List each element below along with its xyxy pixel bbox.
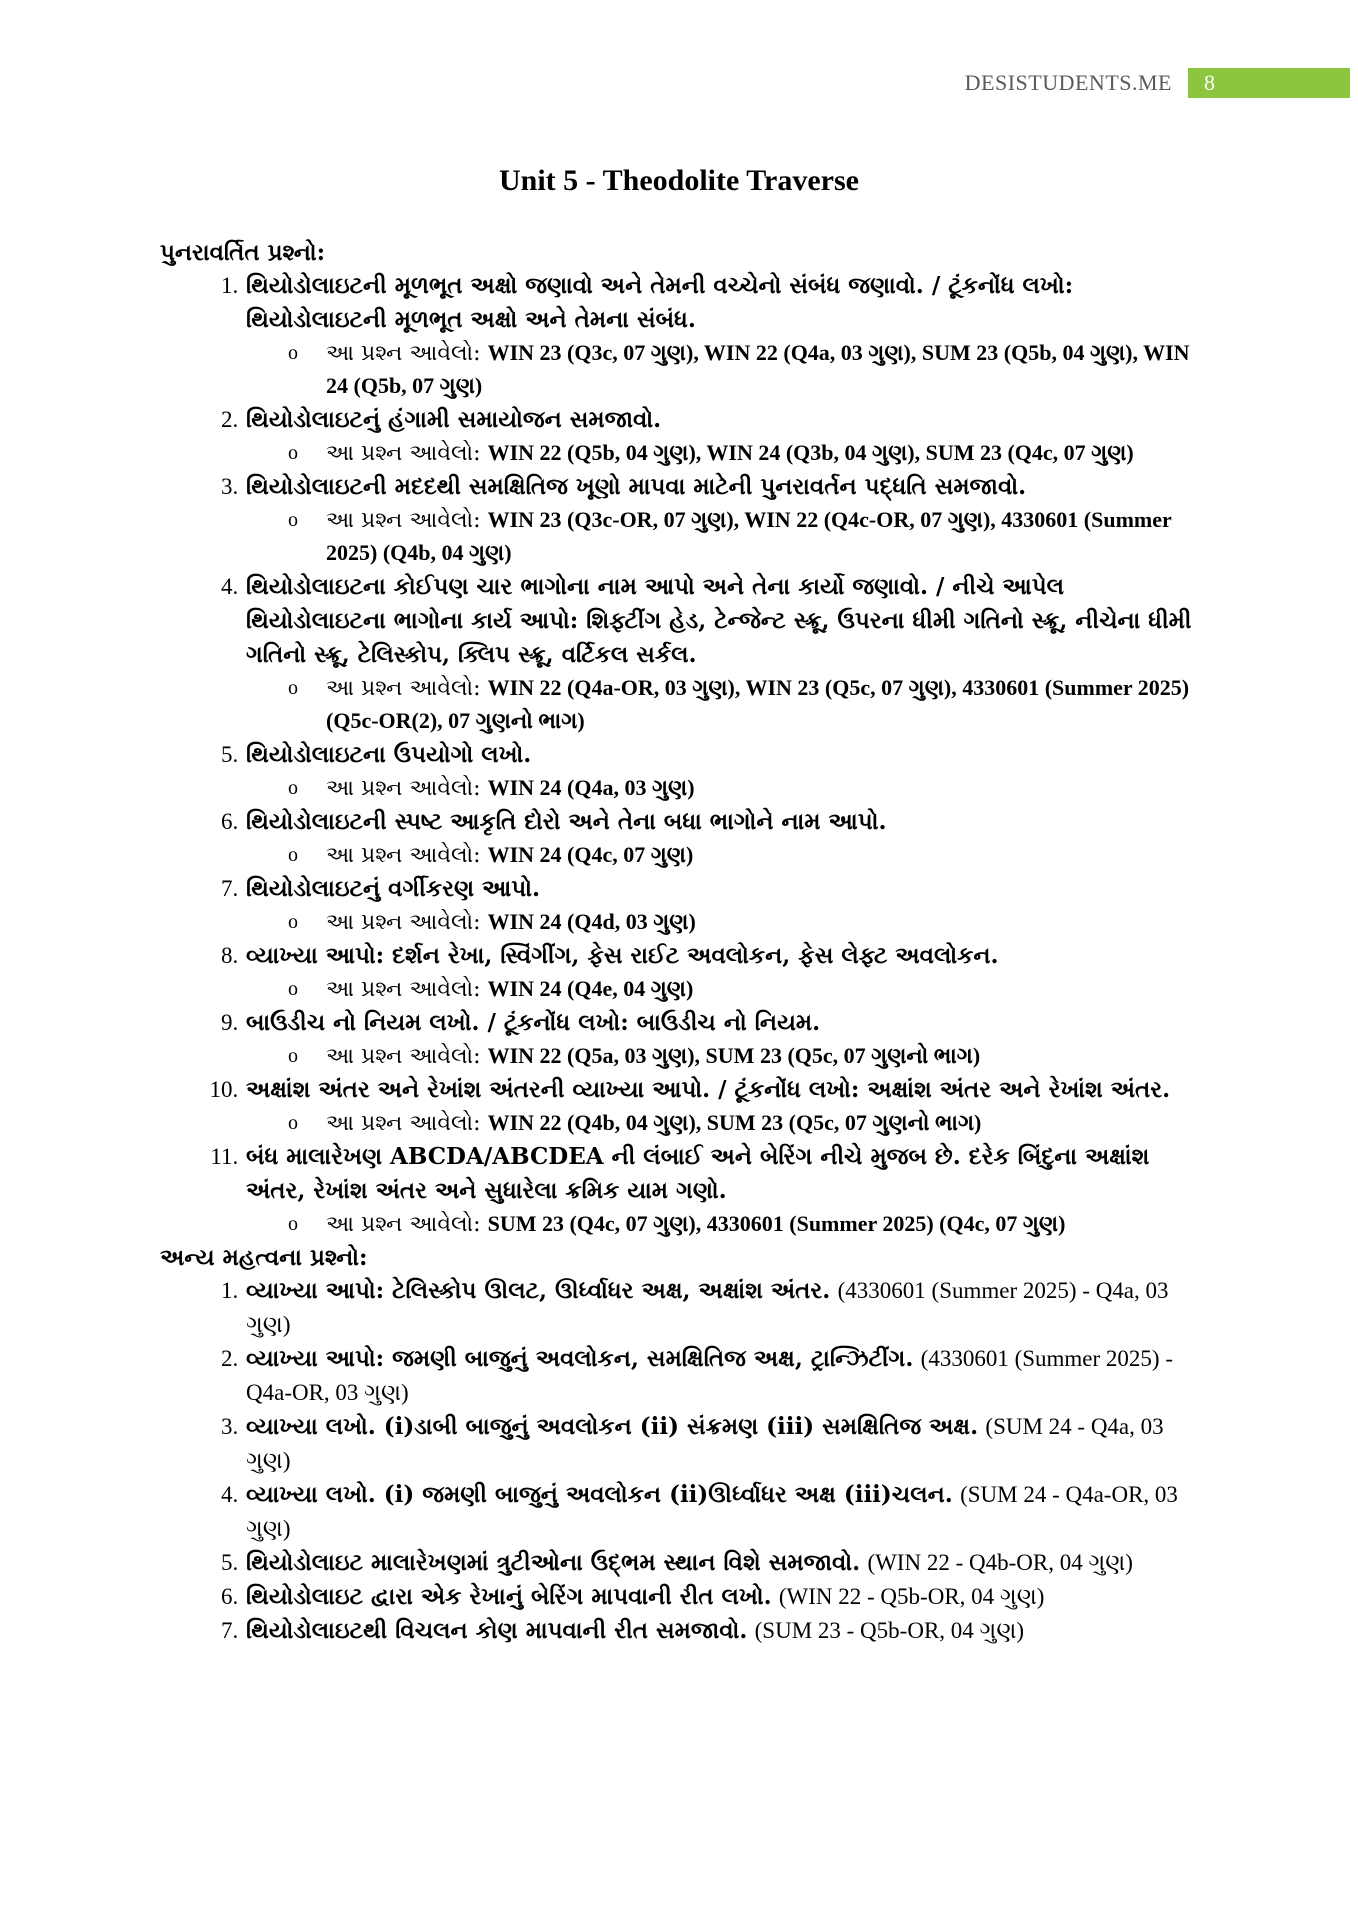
exam-reference: (SUM 23 - Q5b-OR, 04 ગુણ) (754, 1618, 1025, 1643)
appearance-list (246, 1040, 1200, 1073)
appearance-list (246, 1208, 1200, 1241)
appeared-label: આ પ્રશ્ન આવેલો: (326, 843, 488, 868)
appearance-item (326, 1208, 1200, 1241)
appeared-label: આ પ્રશ્ન આવેલો: (326, 341, 488, 366)
appearance-item (326, 437, 1200, 470)
exam-reference: WIN 24 (Q4a, 03 ગુણ) (487, 775, 695, 800)
question-text: થિયોડોલાઇટની મદદથી સમક્ષિતિજ ખૂણો માપવા માટેની પુનરાવર્તન પદ્ધતિ સમજાવો. (246, 473, 1027, 500)
appearance-list (246, 337, 1200, 403)
appearance-item (326, 337, 1200, 403)
appearance-list (246, 973, 1200, 1006)
appearance-item (326, 772, 1200, 805)
exam-reference: WIN 22 (Q5b, 04 ગુણ), WIN 24 (Q3b, 04 ગુણ), SUM 23 (Q4c, 07 ગુણ) (487, 440, 1134, 465)
appeared-label: આ પ્રશ્ન આવેલો: (326, 676, 488, 701)
question-text: થિયોડોલાઇટનું વર્ગીકરણ આપો. (246, 875, 540, 902)
exam-reference: WIN 22 (Q5a, 03 ગુણ), SUM 23 (Q5c, 07 ગુણનો ભાગ) (487, 1043, 981, 1068)
question-text: થિયોડોલાઇટથી વિચલન કોણ માપવાની રીત સમજાવો. (246, 1617, 748, 1644)
question-text: થિયોડોલાઇટની સ્પષ્ટ આકૃતિ દોરો અને તેના બધા ભાગોને નામ આપો. (246, 808, 887, 835)
appearance-item (326, 1040, 1200, 1073)
appearance-item (326, 839, 1200, 872)
question-item (244, 1140, 1200, 1241)
appeared-label: આ પ્રશ્ન આવેલો: (326, 441, 488, 466)
question-item (244, 872, 1200, 939)
exam-reference: WIN 24 (Q4c, 07 ગુણ) (487, 842, 694, 867)
question-item (244, 1546, 1200, 1580)
exam-reference: WIN 24 (Q4d, 03 ગુણ) (487, 909, 696, 934)
appearance-item (326, 906, 1200, 939)
appearance-list (246, 772, 1200, 805)
appeared-label: આ પ્રશ્ન આવેલો: (326, 1044, 488, 1069)
question-item (244, 805, 1200, 872)
other-questions-list (160, 1274, 1200, 1648)
exam-reference: WIN 22 (Q4a-OR, 03 ગુણ), WIN 23 (Q5c, 07 ગુણ), 4330601 (Summer 2025) (Q5c-OR(2), 07 ગુણનો ભાગ) (326, 675, 1190, 733)
question-text: થિયોડોલાઇટની મૂળભૂત અક્ષો જણાવો અને તેમની વચ્ચેનો સંબંધ જણાવો. / ટૂંકનોંધ લખો: થિયોડોલાઇટની મૂળભૂત અક્ષો અને તેમના સંબંધ. (246, 272, 1074, 333)
question-text: બંધ માલારેખણ ABCDA/ABCDEA ની લંબાઈ અને બેરિંગ નીચે મુજબ છે. દરેક બિંદુના અક્ષાંશ અંતર, રેખાંશ અંતર અને સુધારેલા ક્રમિક યામ ગણો. (246, 1143, 1150, 1204)
appearance-list (246, 672, 1200, 738)
exam-reference: (4330601 (Summer 2025) - Q4a-OR, 03 ગુણ) (246, 1346, 1173, 1405)
appeared-label: આ પ્રશ્ન આવેલો: (326, 977, 488, 1002)
question-item (244, 939, 1200, 1006)
other-questions-heading: અન્ય મહત્વના પ્રશ્નો: (160, 1244, 368, 1271)
question-text: વ્યાખ્યા આપો: ટેલિસ્કોપ ઊલટ, ઊર્ધ્વાધર અક્ષ, અક્ષાંશ અંતર. (246, 1277, 831, 1304)
question-item (244, 470, 1200, 570)
question-text: થિયોડોલાઇટ દ્વારા એક રેખાનું બેરિંગ માપવાની રીત લખો. (246, 1583, 772, 1610)
appeared-label: આ પ્રશ્ન આવેલો: (326, 776, 488, 801)
page-header (965, 68, 1350, 98)
question-text: થિયોડોલાઇટનું હંગામી સમાયોજન સમજાવો. (246, 406, 662, 433)
appearance-list (246, 1107, 1200, 1140)
question-text: અક્ષાંશ અંતર અને રેખાંશ અંતરની વ્યાખ્યા આપો. / ટૂંકનોંધ લખો: અક્ષાંશ અંતર અને રેખાંશ અંતર. (246, 1076, 1171, 1103)
question-item (244, 403, 1200, 470)
exam-reference: (4330601 (Summer 2025) - Q4a, 03 ગુણ) (246, 1278, 1169, 1337)
question-item (244, 1580, 1200, 1614)
question-text: થિયોડોલાઇટના ઉપયોગો લખો. (246, 741, 532, 768)
question-text: વ્યાખ્યા આપો: જમણી બાજુનું અવલોકન, સમક્ષિતિજ અક્ષ, ટ્રાન્ઝિટીંગ. (246, 1345, 914, 1372)
question-item (244, 1073, 1200, 1140)
exam-reference: WIN 22 (Q4b, 04 ગુણ), SUM 23 (Q5c, 07 ગુણનો ભાગ) (487, 1110, 982, 1135)
appeared-label: આ પ્રશ્ન આવેલો: (326, 508, 488, 533)
exam-reference: (WIN 22 - Q5b-OR, 04 ગુણ) (778, 1584, 1045, 1609)
question-text: વ્યાખ્યા લખો. (i)ડાબી બાજુનું અવલોકન (ii) સંક્રમણ (iii) સમક્ષિતિજ અક્ષ. (246, 1413, 979, 1440)
appearance-item (326, 973, 1200, 1006)
question-text: થિયોડોલાઇટના કોઈપણ ચાર ભાગોના નામ આપો અને તેના કાર્યો જણાવો. / નીચે આપેલ થિયોડોલાઇટના ભાગોના કાર્ય આપો: શિફ્ટીંગ હેડ, ટેન્જેન્ટ સ્ક્રૂ, ઉપરના ધીમી ગતિનો સ્ક્રૂ, નીચેના ધીમી ગતિનો સ્ક્રૂ, ટેલિસ્કોપ, ક્લિપ સ્ક્રૂ, વર્ટિકલ સર્કલ. (246, 573, 1192, 668)
exam-reference: WIN 23 (Q3c-OR, 07 ગુણ), WIN 22 (Q4c-OR, 07 ગુણ), 4330601 (Summer 2025) (Q4b, 04 ગુણ) (326, 507, 1172, 565)
appearance-list (246, 906, 1200, 939)
question-item (244, 1342, 1200, 1410)
appearance-item (326, 1107, 1200, 1140)
appearance-list (246, 839, 1200, 872)
appeared-label: આ પ્રશ્ન આવેલો: (326, 1212, 488, 1237)
exam-reference: (SUM 24 - Q4a, 03 ગુણ) (246, 1414, 1164, 1473)
repeated-questions-heading: પુનરાવર્તિત પ્રશ્નો: (160, 239, 326, 266)
unit-title: Unit 5 - Theodolite Traverse (499, 164, 859, 197)
exam-reference: (SUM 24 - Q4a-OR, 03 ગુણ) (246, 1482, 1178, 1541)
question-item (244, 1410, 1200, 1478)
appeared-label: આ પ્રશ્ન આવેલો: (326, 910, 488, 935)
question-text: વ્યાખ્યા આપો: દર્શન રેખા, સ્વિંગીંગ, ફેસ રાઈટ અવલોકન, ફેસ લેફ્ટ અવલોકન. (246, 942, 999, 969)
appearance-list (246, 437, 1200, 470)
exam-reference: SUM 23 (Q4c, 07 ગુણ), 4330601 (Summer 2025) (Q4c, 07 ગુણ) (487, 1211, 1066, 1236)
question-item (244, 570, 1200, 738)
page-number: 8 (1188, 68, 1350, 98)
question-item (244, 1006, 1200, 1073)
appeared-label: આ પ્રશ્ન આવેલો: (326, 1111, 488, 1136)
appearance-list (246, 504, 1200, 570)
question-text: બાઉડીચ નો નિયમ લખો. / ટૂંકનોંધ લખો: બાઉડીચ નો નિયમ. (246, 1009, 821, 1036)
exam-reference: WIN 24 (Q4e, 04 ગુણ) (487, 976, 694, 1001)
exam-reference: (WIN 22 - Q4b-OR, 04 ગુણ) (867, 1550, 1133, 1575)
document-body (160, 236, 1200, 1648)
question-item (244, 1274, 1200, 1342)
question-text: વ્યાખ્યા લખો. (i) જમણી બાજુનું અવલોકન (ii)ઊર્ધ્વાધર અક્ષ (iii)ચલન. (246, 1481, 953, 1508)
question-item (244, 1478, 1200, 1546)
question-item (244, 1614, 1200, 1648)
appearance-item (326, 504, 1200, 570)
question-item (244, 738, 1200, 805)
question-item (244, 269, 1200, 403)
appearance-item (326, 672, 1200, 738)
exam-reference: WIN 23 (Q3c, 07 ગુણ), WIN 22 (Q4a, 03 ગુણ), SUM 23 (Q5b, 04 ગુણ), WIN 24 (Q5b, 07 ગુણ) (326, 340, 1190, 398)
question-text: થિયોડોલાઇટ માલારેખણમાં ત્રુટીઓના ઉદ્ભમ સ્થાન વિશે સમજાવો. (246, 1549, 861, 1576)
repeated-questions-list (160, 269, 1200, 1241)
site-name: DESISTUDENTS.ME (964, 70, 1172, 95)
